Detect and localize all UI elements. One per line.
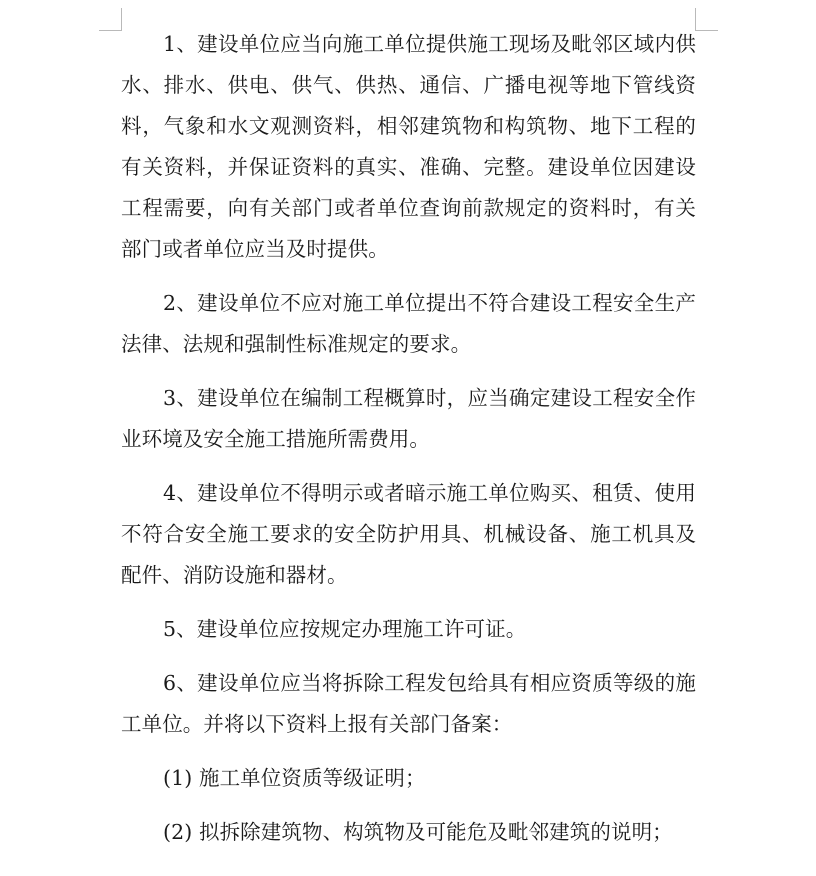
top-right-margin-mark (695, 8, 718, 31)
paragraph-4: 4、建设单位不得明示或者暗示施工单位购买、租赁、使用不符合安全施工要求的安全防护用具、机械设备、施工机具及配件、消防设施和器材。 (121, 481, 696, 587)
paragraph-5: 5、建设单位应按规定办理施工许可证。 (163, 617, 527, 641)
document-body (121, 24, 696, 866)
paragraph-3: 3、建设单位在编制工程概算时，应当确定建设工程安全作业环境及安全施工措施所需费用。 (121, 386, 696, 451)
paragraph-1: 1、建设单位应当向施工单位提供施工现场及毗邻区域内供水、排水、供电、供气、供热、通信、广播电视等地下管线资料，气象和水文观测资料，相邻建筑物和构筑物、地下工程的有关资料，并保证资料的真实、准确、完整。建设单位因建设工程需要，向有关部门或者单位查询前款规定的资料时，有关部门或者单位应当及时提供。 (121, 32, 696, 261)
list-item-1: (1) 施工单位资质等级证明； (163, 766, 426, 790)
paragraph-2: 2、建设单位不应对施工单位提出不符合建设工程安全生产法律、法规和强制性标准规定的要求。 (121, 291, 696, 356)
paragraph-6: 6、建设单位应当将拆除工程发包给具有相应资质等级的施工单位。并将以下资料上报有关部门备案： (121, 671, 696, 736)
list-item-2: (2) 拟拆除建筑物、构筑物及可能危及毗邻建筑的说明； (163, 820, 673, 844)
top-left-margin-mark (99, 8, 122, 31)
